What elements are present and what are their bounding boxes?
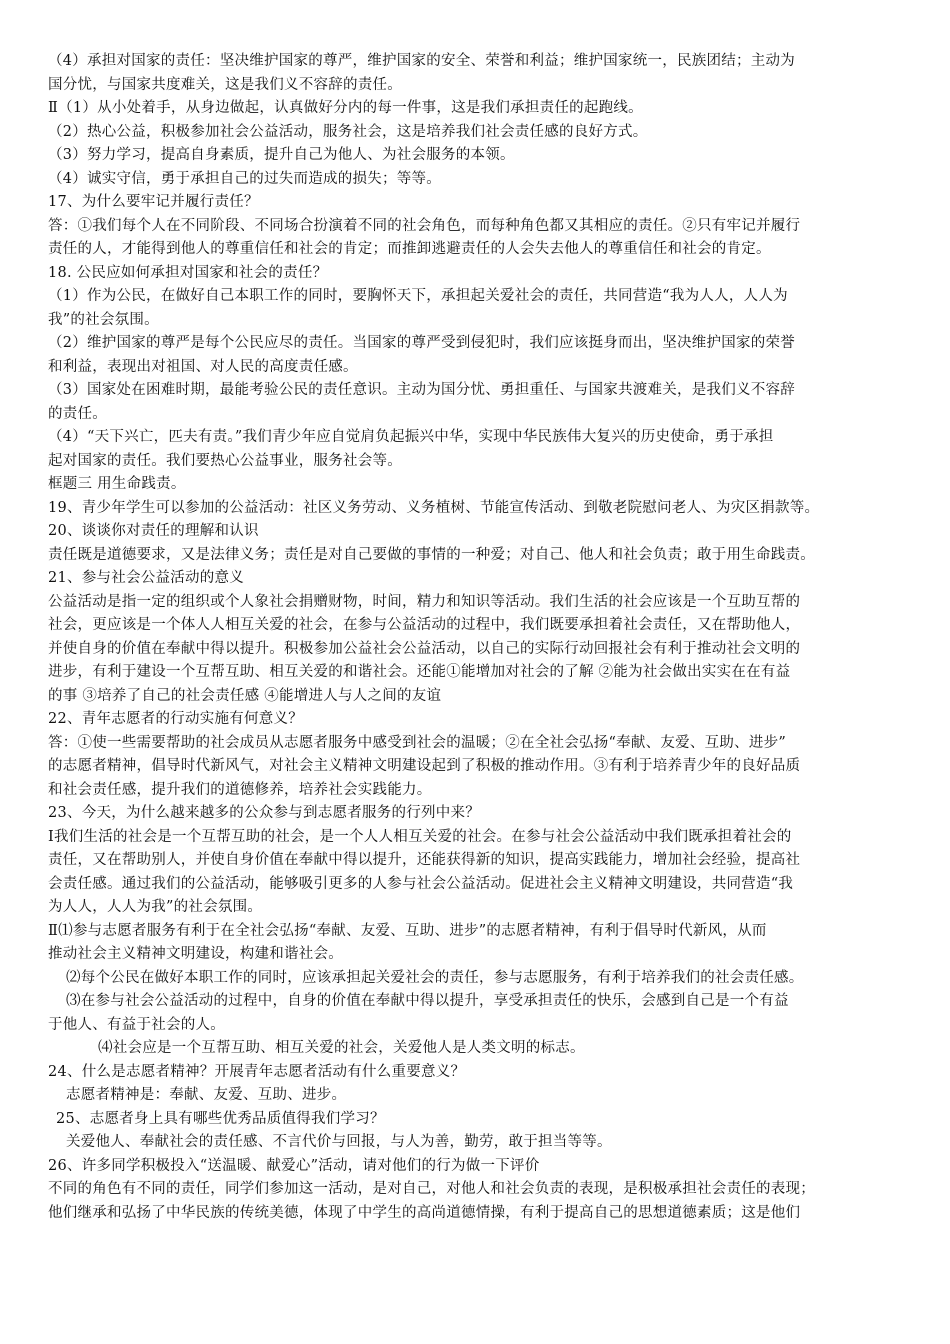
text-line: 的志愿者精神，倡导时代新风气，对社会主义精神文明建设起到了积极的推动作用。③有利于培养青少年的良好品质 [48, 758, 801, 774]
text-line: （3）国家处在困难时期，最能考验公民的责任意识。主动为国分忧、勇担重任、与国家共渡难关，是我们义不容辞 [48, 382, 795, 398]
question-heading: 21、参与社会公益活动的意义 [48, 570, 244, 586]
question-heading: 19、青少年学生可以参加的公益活动：社区义务劳动、义务植树、节能宣传活动、到敬老院慰问老人、为灾区捐款等。 [48, 499, 820, 516]
section-heading: 框题三 用生命践责。 [48, 476, 186, 492]
document-page [48, 50, 908, 1225]
text-line: 我”的社会氛围。 [48, 311, 159, 328]
text-line: 责任，又在帮助别人，并使自身价值在奉献中得以提升，还能获得新的知识，提高实践能力，增加社会经验，提高社 [48, 852, 801, 868]
text-line: （2）热心公益，积极参加社会公益活动，服务社会，这是培养我们社会责任感的良好方式。 [48, 123, 648, 140]
text-line: ⑷社会应是一个互帮互助、相互关爱的社会，关爱他人是人类文明的标志。 [98, 1040, 585, 1056]
text-line: 志愿者精神是：奉献、友爱、互助、进步。 [66, 1087, 347, 1103]
text-line: 责任的人，才能得到他人的尊重信任和社会的肯定；而推卸逃避责任的人会失去他人的尊重信任和社会的肯定。 [48, 241, 771, 257]
text-line: Ⅱ（1）从小处着手，从身边做起，认真做好分内的每一件事，这是我们承担责任的起跑线。 [48, 100, 643, 116]
question-heading: 17、为什么要牢记并履行责任？ [48, 194, 259, 210]
text-line: 不同的角色有不同的责任，同学们参加这一活动，是对自己，对他人和社会负责的表现，是积极承担社会责任的表现； [48, 1181, 815, 1197]
text-line: 和利益，表现出对祖国、对人民的高度责任感。 [48, 358, 358, 375]
text-line: （2）维护国家的尊严是每个公民应尽的责任。当国家的尊严受到侵犯时，我们应该挺身而出，坚决维护国家的荣誉 [48, 335, 795, 351]
text-line: （4）“天下兴亡，匹夫有责。”我们青少年应自觉肩负起振兴中华，实现中华民族伟大复兴的历史使命，勇于承担 [48, 429, 774, 445]
question-heading: 24、什么是志愿者精神？开展青年志愿者活动有什么重要意义？ [48, 1063, 466, 1080]
question-heading: 18. 公民应如何承担对国家和社会的责任？ [48, 264, 328, 281]
text-line: （4）承担对国家的责任：坚决维护国家的尊严，维护国家的安全、荣誉和利益；维护国家统一，民族团结；主动为 [48, 53, 795, 69]
question-heading: 25、志愿者身上具有哪些优秀品质值得我们学习？ [56, 1110, 385, 1127]
text-line: （4）诚实守信，勇于承担自己的过失而造成的损失；等等。 [48, 170, 441, 187]
question-heading: 22、青年志愿者的行动实施有何意义？ [48, 711, 303, 727]
text-line: 并使自身的价值在奉献中得以提升。积极参加公益社会公益活动，以自己的实际行动回报社会有利于推动社会文明的 [48, 640, 801, 657]
text-line: 的责任。 [48, 405, 107, 422]
text-line: 为人人，人人为我”的社会氛围。 [48, 899, 263, 915]
text-line: 答：①使一些需要帮助的社会成员从志愿者服务中感受到社会的温暖；②在全社会弘扬“奉献、友爱、互助、进步” [48, 734, 787, 751]
text-line: 答：①我们每个人在不同阶段、不同场合扮演着不同的社会角色，而每种角色都又其相应的责任。②只有牢记并履行 [48, 217, 801, 234]
text-line: ⑶在参与社会公益活动的过程中，自身的价值在奉献中得以提升，享受承担责任的快乐，会感到自己是一个有益 [66, 993, 789, 1009]
question-heading: 26、许多同学积极投入“送温暖、献爱心”活动，请对他们的行为做一下评价 [48, 1157, 540, 1174]
text-line: （1）作为公民，在做好自己本职工作的同时，要胸怀天下，承担起关爱社会的责任，共同营造“我为人人，人人为 [48, 288, 788, 304]
text-line: 公益活动是指一定的组织或个人象社会捐赠财物，时间，精力和知识等活动。我们生活的社会应该是一个互助互帮的 [48, 593, 801, 610]
text-line: 关爱他人、奉献社会的责任感、不言代价与回报，与人为善，勤劳，敢于担当等等。 [66, 1134, 612, 1150]
text-line: 社会，更应该是一个体人人相互关爱的社会，在参与公益活动的过程中，我们既要承担着社会责任，又在帮助他人， [48, 617, 801, 633]
text-line: （3）努力学习，提高自身素质，提升自己为他人、为社会服务的本领。 [48, 147, 515, 163]
text-line: 会责任感。通过我们的公益活动，能够吸引更多的人参与社会公益活动。促进社会主义精神文明建设，共同营造“我 [48, 875, 794, 892]
text-line: Ⅰ我们生活的社会是一个互帮互助的社会，是一个人人相互关爱的社会。在参与社会公益活动中我们既承担着社会的 [48, 828, 792, 845]
text-line: 的事 ③培养了自己的社会责任感 ④能增进人与人之间的友谊 [48, 687, 442, 704]
text-line: 责任既是道德要求，又是法律义务；责任是对自己要做的事情的一种爱；对自己、他人和社会负责；敢于用生命践责。 [48, 546, 815, 563]
text-line: ⑵每个公民在做好本职工作的同时，应该承担起关爱社会的责任，参与志愿服务，有利于培养我们的社会责任感。 [66, 969, 804, 986]
text-line: 他们继承和弘扬了中华民族的传统美德，体现了中学生的高尚道德情操，有利于提高自己的思想道德素质；这是他们 [48, 1204, 801, 1221]
text-line: Ⅱ⑴参与志愿者服务有利于在全社会弘扬“奉献、友爱、互助、进步”的志愿者精神，有利于倡导时代新风，从而 [48, 922, 767, 939]
question-heading: 23、今天，为什么越来越多的公众参与到志愿者服务的行列中来？ [48, 805, 480, 821]
text-line: 进步，有利于建设一个互帮互助、相互关爱的和谐社会。还能①能增加对社会的了解 ②能为社会做出实实在在有益 [48, 664, 791, 680]
question-heading: 20、谈谈你对责任的理解和认识 [48, 523, 259, 539]
text-line: 国分忧，与国家共度难关，这是我们义不容辞的责任。 [48, 76, 402, 93]
text-line: 于他人、有益于社会的人。 [48, 1016, 225, 1033]
text-line: 起对国家的责任。我们要热心公益事业，服务社会等。 [48, 452, 402, 469]
text-line: 和社会责任感，提升我们的道德修养，培养社会实践能力。 [48, 781, 432, 798]
text-line: 推动社会主义精神文明建设，构建和谐社会。 [48, 946, 343, 962]
